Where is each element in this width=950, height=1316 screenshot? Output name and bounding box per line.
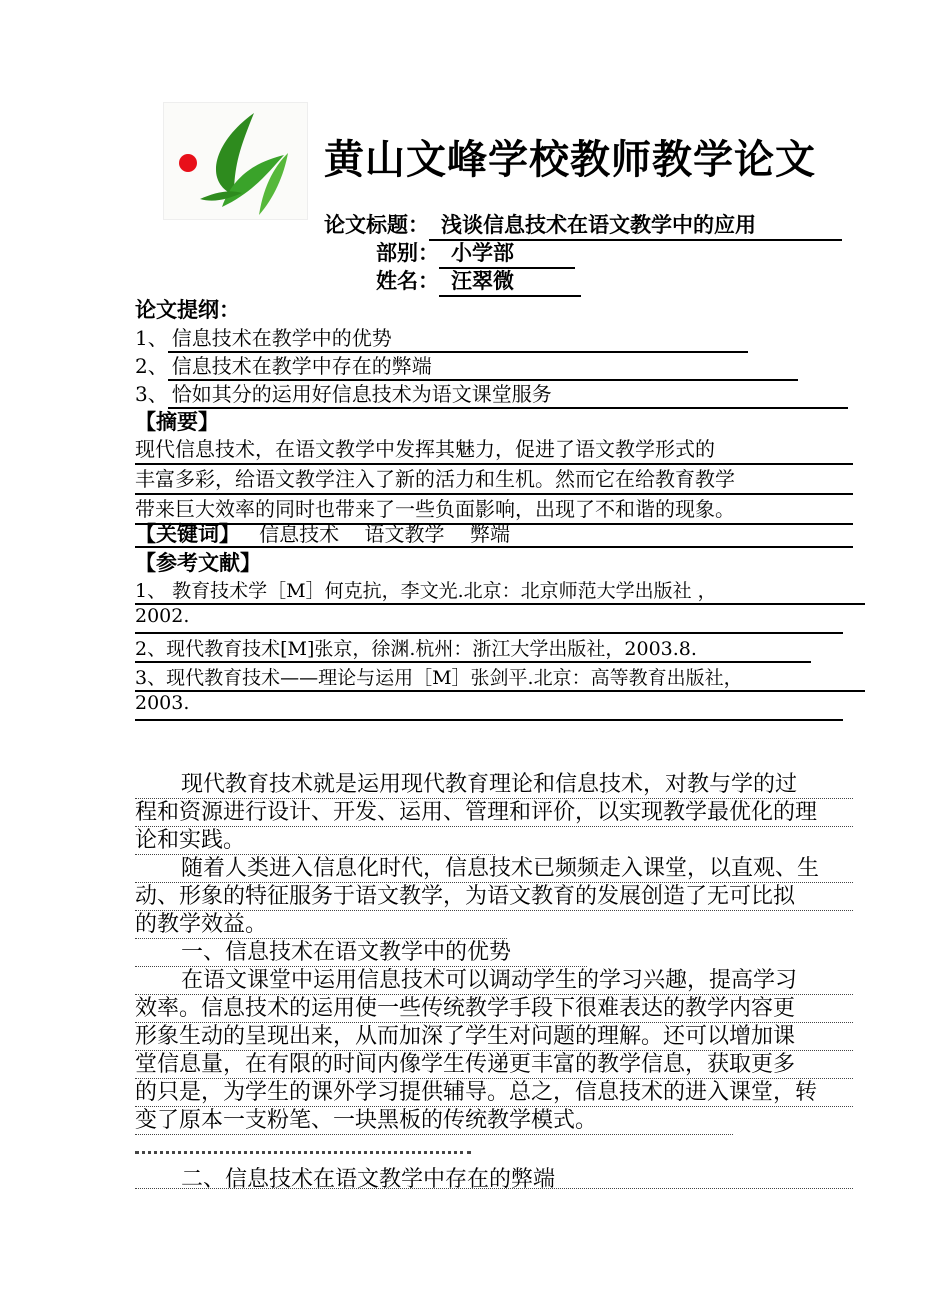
outline-item [135, 378, 848, 409]
keywords-text: 信息技术 语文教学 弊端 [259, 522, 510, 546]
reference-line: 2003. [135, 692, 843, 721]
reference-line: 1、 教育技术学［M］何克抗，李文光.北京：北京师范大学出版社 ， [135, 576, 865, 605]
references-list [135, 576, 865, 721]
section-heading-1: 一、信息技术在语文教学中的优势 [135, 939, 587, 967]
abstract-heading: 【摘要】 [135, 410, 219, 434]
abstract-line: 带来巨大效率的同时也带来了一些负面影响，出现了不和谐的现象。 [135, 495, 853, 525]
outline-text: 信息技术在教学中存在的弊端 [168, 350, 798, 381]
topic-label: 论文标题： [324, 212, 429, 237]
outline-heading: 论文提纲： [135, 298, 240, 322]
name-row [376, 265, 581, 297]
body-line: 程和资源进行设计、开发、运用、管理和评价，以实现教学最优化的理 [135, 799, 853, 827]
body-line: 的教学效益。 [135, 911, 507, 939]
outline-item [135, 350, 798, 381]
outline-text: 信息技术在教学中的优势 [168, 322, 748, 353]
outline-item [135, 322, 748, 353]
school-logo [163, 102, 308, 220]
dept-value: 小学部 [439, 237, 575, 269]
dotted-separator [135, 1150, 471, 1154]
body-line: 现代教育技术就是运用现代教育理论和信息技术，对教与学的过 [135, 771, 853, 799]
outline-text: 恰如其分的运用好信息技术为语文课堂服务 [168, 378, 848, 409]
body-line: 论和实践。 [135, 827, 495, 855]
reference-line: 3、现代教育技术——理论与运用［M］张剑平.北京：高等教育出版社， [135, 663, 865, 692]
body-line: 动、形象的特征服务于语文教学，为语文教育的发展创造了无可比拟 [135, 883, 853, 911]
references-heading: 【参考文献】 [135, 551, 261, 575]
name-value: 汪翠微 [439, 265, 581, 297]
body-line: 效率。信息技术的运用使一些传统教学手段下很难表达的教学内容更 [135, 995, 853, 1023]
section-heading-2: 二、信息技术在语文教学中存在的弊端 [135, 1162, 853, 1189]
page-title: 黄山文峰学校教师教学论文 [324, 137, 816, 183]
body-line: 的只是，为学生的课外学习提供辅导。总之，信息技术的进入课堂，转 [135, 1079, 853, 1107]
body-line: 随着人类进入信息化时代，信息技术已频频走入课堂，以直观、生 [135, 855, 853, 883]
name-label: 姓名： [376, 268, 439, 293]
body-line: 在语文课堂中运用信息技术可以调动学生的学习兴趣，提高学习 [135, 967, 853, 995]
dept-label: 部别： [376, 240, 439, 265]
leaf-logo-icon [164, 103, 307, 219]
outline-num: 1、 [135, 326, 168, 350]
abstract-body [135, 435, 853, 525]
body-line: 变了原本一支粉笔、一块黑板的传统教学模式。 [135, 1107, 733, 1135]
body-line: 堂信息量，在有限的时间内像学生传递更丰富的教学信息，获取更多 [135, 1051, 853, 1079]
topic-value: 浅谈信息技术在语文教学中的应用 [429, 209, 842, 241]
abstract-line: 丰富多彩，给语文教学注入了新的活力和生机。然而它在给教育教学 [135, 465, 853, 495]
reference-line: 2002. [135, 605, 843, 634]
keywords-row [135, 518, 853, 548]
reference-line: 2、现代教育技术[M]张京，徐渊.杭州：浙江大学出版社，2003.8. [135, 634, 811, 663]
abstract-line: 现代信息技术，在语文教学中发挥其魅力，促进了语文教学形式的 [135, 435, 853, 465]
outline-num: 3、 [135, 382, 168, 406]
body-paragraph-1 [135, 771, 853, 1135]
outline-num: 2、 [135, 354, 168, 378]
body-line: 形象生动的呈现出来，从而加深了学生对问题的理解。还可以增加课 [135, 1023, 853, 1051]
keywords-heading: 【关键词】 [135, 522, 240, 546]
